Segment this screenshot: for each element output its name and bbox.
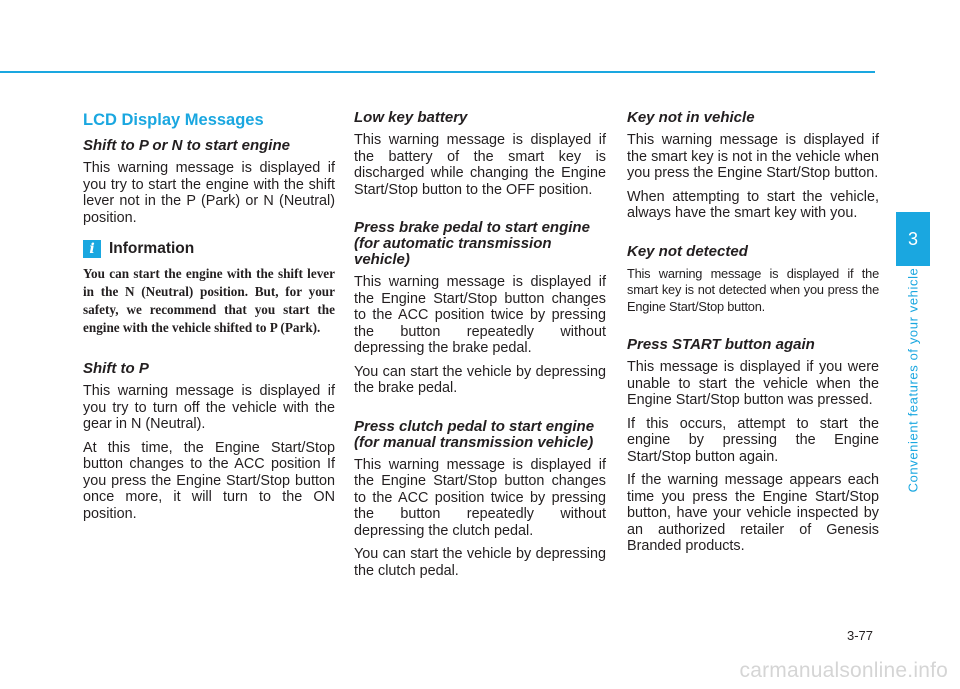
paragraph: This message is displayed if you were unable to start the vehicle when the Engine Start/Stop button was pressed. xyxy=(627,359,879,408)
paragraph: If this occurs, attempt to start the engine by pressing the Engine Start/Stop button again. xyxy=(627,415,879,465)
paragraph: You can start the vehicle by depressing the brake pedal. xyxy=(354,363,606,396)
heading-key-not-detected: Key not detected xyxy=(627,242,748,260)
watermark: carmanualsonline.info xyxy=(739,659,948,682)
paragraph: At this time, the Engine Start/Stop button changes to the ACC position If you press the Engine Start/Stop button once more, it will turn to the ON position. xyxy=(83,439,335,522)
page-number: 3-77 xyxy=(846,628,873,643)
paragraph: This warning message is displayed if the smart key is not in the vehicle when you press the Engine Start/Stop button. xyxy=(627,132,879,181)
heading-press-clutch-pedal: Press clutch pedal to start engine (for manual transmission vehicle) xyxy=(354,417,595,451)
paragraph: This warning message is displayed if you try to turn off the vehicle with the gear in N (Neutral). xyxy=(83,383,335,432)
paragraph: You can start the vehicle by depressing the clutch pedal. xyxy=(354,546,606,579)
heading-shift-p-or-n: Shift to P or N to start engine xyxy=(83,137,290,154)
paragraph: If the warning message appears each time you press the Engine Start/Stop button, have your vehicle inspected by an authorized retailer of Genesis Branded products. xyxy=(627,472,879,554)
heading-low-key-battery: Low key battery xyxy=(354,109,468,126)
heading-key-not-in-vehicle: Key not in vehicle xyxy=(627,109,755,126)
paragraph: This warning message is displayed if the Engine Start/Stop button changes to the ACC position twice by pressing the button repeatedly without depressing the brake pedal. xyxy=(354,274,606,356)
chapter-number: 3 xyxy=(907,228,918,249)
paragraph: This warning message is displayed if the Engine Start/Stop button changes to the ACC position twice by pressing the button repeatedly without depressing the clutch pedal. xyxy=(354,456,606,539)
paragraph: This warning message is displayed if you try to start the engine with the shift lever not in the P (Park) or N (Neutral) position. xyxy=(83,160,335,226)
information-title: Information xyxy=(109,240,195,257)
paragraph: When attempting to start the vehicle, always have the smart key with you. xyxy=(627,188,879,221)
section-title: LCD Display Messages xyxy=(83,111,264,129)
chapter-tab xyxy=(896,212,930,266)
column-3 xyxy=(627,110,879,562)
chapter-title-vertical: Convenient features of your vehicle xyxy=(905,267,921,493)
paragraph: This warning message is displayed if the smart key is not detected when you press the Engine Start/Stop button. xyxy=(627,265,879,314)
paragraph: This warning message is displayed if the battery of the smart key is discharged while changing the Engine Start/Stop button to the OFF position. xyxy=(354,132,606,198)
header-rule xyxy=(0,71,875,73)
heading-press-brake-pedal: Press brake pedal to start engine (for automatic transmission vehicle) xyxy=(354,219,590,268)
heading-shift-to-p: Shift to P xyxy=(83,360,149,377)
column-2 xyxy=(354,110,606,586)
information-text: You can start the engine with the shift lever in the N (Neutral) position. But, for your safety, we recommend that you start the engine with the vehicle shifted to P (Park). xyxy=(83,266,335,335)
column-1 xyxy=(83,110,335,529)
information-header xyxy=(83,240,335,258)
info-icon: i xyxy=(83,240,101,258)
heading-press-start-again: Press START button again xyxy=(627,336,815,353)
